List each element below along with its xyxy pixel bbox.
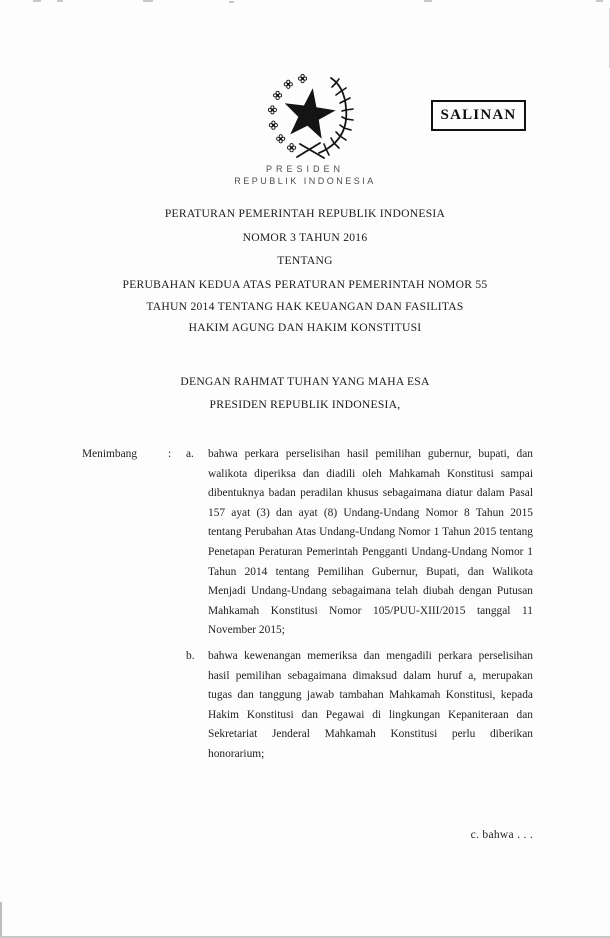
letterhead-line1: PRESIDEN: [265, 164, 344, 174]
regulation-subject-line3: HAKIM AGUNG DAN HAKIM KONSTITUSI: [188, 321, 422, 334]
tentang-label: TENTANG: [277, 254, 333, 267]
letterhead-line2: REPUBLIK INDONESIA: [234, 176, 376, 186]
item-text: bahwa kewenangan memeriksa dan mengadili perkara perselisihan hasil pemilihan sebagaimana dimaksud dalam huruf a, merupakan tugas dan tanggung jawab tambahan Mahkamah Konstitusi, kepada Hakim Konstitusi dan Pegawai di lingkungan Kepaniteraan dan Sekretariat Jenderal Mahkamah Konstitusi perlu diberikan honorarium;: [208, 649, 533, 760]
menimbang-separator: :: [168, 448, 172, 460]
authority-line: PRESIDEN REPUBLIK INDONESIA,: [209, 398, 401, 411]
scan-artifact: [0, 902, 2, 938]
regulation-subject-line2: TAHUN 2014 TENTANG HAK KEUANGAN DAN FASILITAS: [146, 300, 464, 313]
regulation-title: PERATURAN PEMERINTAH REPUBLIK INDONESIA: [164, 207, 446, 220]
salinan-stamp-label: SALINAN: [440, 107, 517, 123]
wreath-stems-icon: [297, 143, 324, 158]
presidential-star-wreath-emblem: [262, 70, 354, 162]
catchword: c. bahwa . . .: [470, 829, 533, 841]
salinan-stamp: [431, 100, 526, 131]
menimbang-label: Menimbang: [82, 448, 138, 460]
scan-artifact: [596, 0, 603, 2]
invocation-line: DENGAN RAHMAT TUHAN YANG MAHA ESA: [180, 375, 430, 388]
item-marker: b.: [186, 649, 195, 662]
scan-artifact: [424, 0, 432, 2]
star-icon: [281, 85, 339, 140]
regulation-subject-line1: PERUBAHAN KEDUA ATAS PERATURAN PEMERINTAH NOMOR 55: [122, 278, 488, 291]
scan-artifact: [143, 0, 153, 2]
item-text: bahwa perkara perselisihan hasil pemilihan gubernur, bupati, dan walikota diperiksa dan diadili oleh Mahkamah Konstitusi sampai dibentuknya badan peradilan khusus sebagaimana diatur dalam Pasal 157 ayat (3) dan ayat (8) Undang-Undang Nomor 8 Tahun 2015 tentang Perubahan Atas Undang-Undang Nomor 1 Tahun 2015 tentang Penetapan Peraturan Pemerintah Pengganti Undang-Undang Nomor 1 Tahun 2014 tentang Pemilihan Gubernur, Bupati, dan Walikota Menjadi Undang-Undang sebagaimana telah diubah dengan Putusan Mahkamah Konstitusi Nomor 105/PUU-XIII/2015 tanggal 11 November 2015;: [208, 448, 533, 637]
letterhead: [0, 163, 610, 187]
regulation-number: NOMOR 3 TAHUN 2016: [242, 231, 368, 244]
scan-artifact: [33, 0, 41, 2]
scan-artifact: [57, 0, 63, 2]
scan-artifact: [229, 1, 234, 3]
item-marker: a.: [186, 448, 194, 460]
consideration-item-a: [82, 445, 533, 641]
considerations-section: [82, 445, 533, 765]
consideration-item-b: [82, 647, 533, 765]
